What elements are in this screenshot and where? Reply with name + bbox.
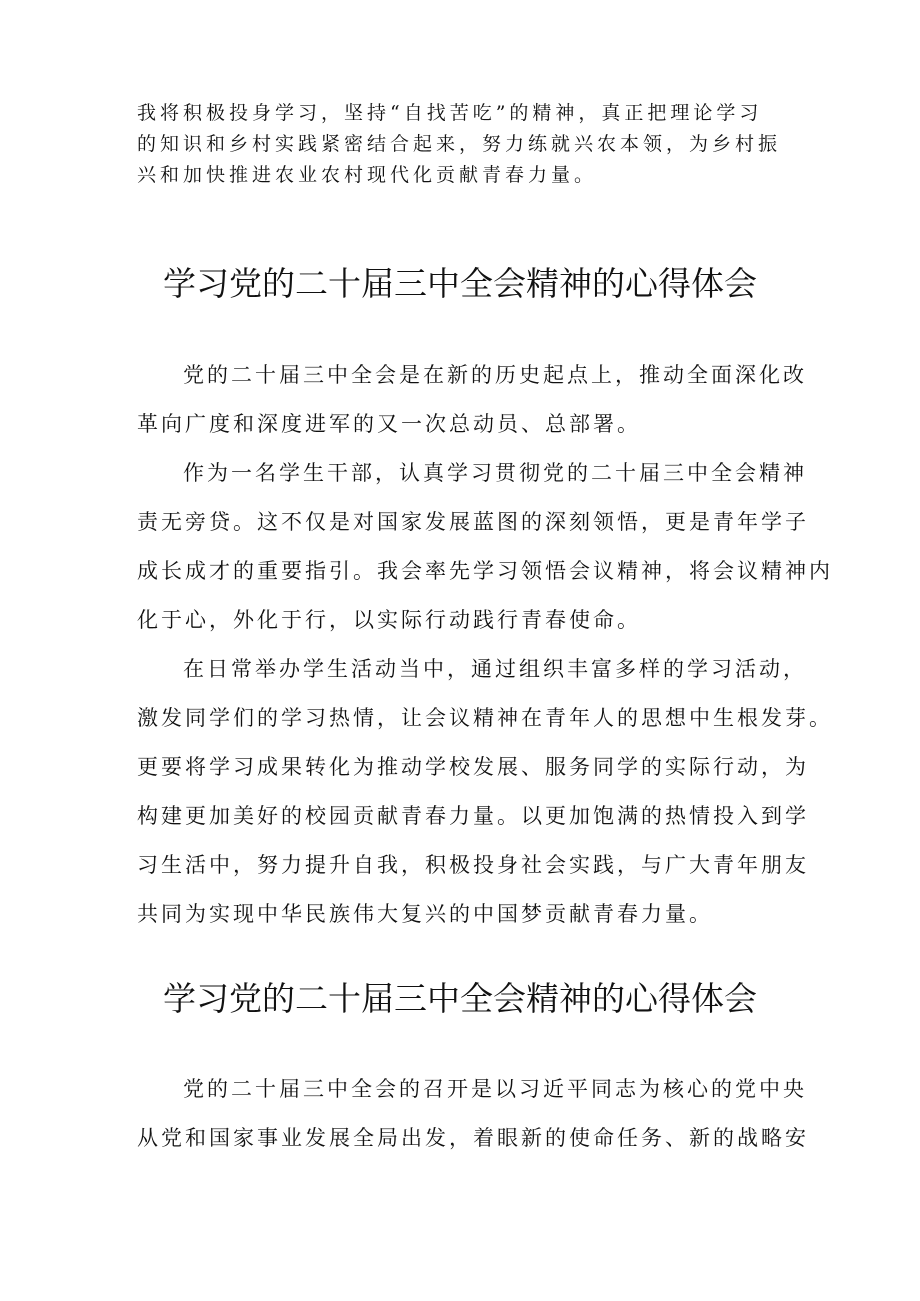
section-heading: 学习党的二十届三中全会精神的心得体会 <box>163 264 757 303</box>
paragraph-line: 共同为实现中华民族伟大复兴的中国梦贡献青春力量。 <box>137 902 713 926</box>
paragraph-line: 构建更加美好的校园贡献青春力量。以更加饱满的热情投入到学 <box>137 804 809 828</box>
intro-line: 我将积极投身学习，坚持“自找苦吃”的精神，真正把理论学习 <box>137 102 763 124</box>
paragraph-line: 更要将学习成果转化为推动学校发展、服务同学的实际行动，为 <box>137 755 809 779</box>
paragraph-line: 责无旁贷。这不仅是对国家发展蓝图的深刻领悟，更是青年学子 <box>137 510 809 534</box>
paragraph-line: 作为一名学生干部，认真学习贯彻党的二十届三中全会精神 <box>183 461 807 485</box>
paragraph-line: 党的二十届三中全会是在新的历史起点上，推动全面深化改 <box>183 363 807 387</box>
paragraph-line: 成长成才的重要指引。我会率先学习领悟会议精神，将会议精神内 <box>137 559 833 583</box>
paragraph-line: 党的二十届三中全会的召开是以习近平同志为核心的党中央 <box>183 1077 807 1101</box>
section-heading: 学习党的二十届三中全会精神的心得体会 <box>163 979 757 1018</box>
paragraph-line: 习生活中，努力提升自我，积极投身社会实践，与广大青年朋友 <box>137 853 809 877</box>
intro-line: 兴和加快推进农业农村现代化贡献青春力量。 <box>137 164 598 186</box>
intro-line: 的知识和乡村实践紧密结合起来，努力练就兴农本领，为乡村振 <box>137 133 782 155</box>
paragraph-line: 革向广度和深度进军的又一次总动员、总部署。 <box>137 412 641 436</box>
paragraph-line: 化于心，外化于行，以实际行动践行青春使命。 <box>137 608 641 632</box>
paragraph-line: 激发同学们的学习热情，让会议精神在青年人的思想中生根发芽。 <box>137 706 833 730</box>
paragraph-line: 在日常举办学生活动当中，通过组织丰富多样的学习活动， <box>183 657 807 681</box>
paragraph-line: 从党和国家事业发展全局出发，着眼新的使命任务、新的战略安 <box>137 1126 809 1150</box>
